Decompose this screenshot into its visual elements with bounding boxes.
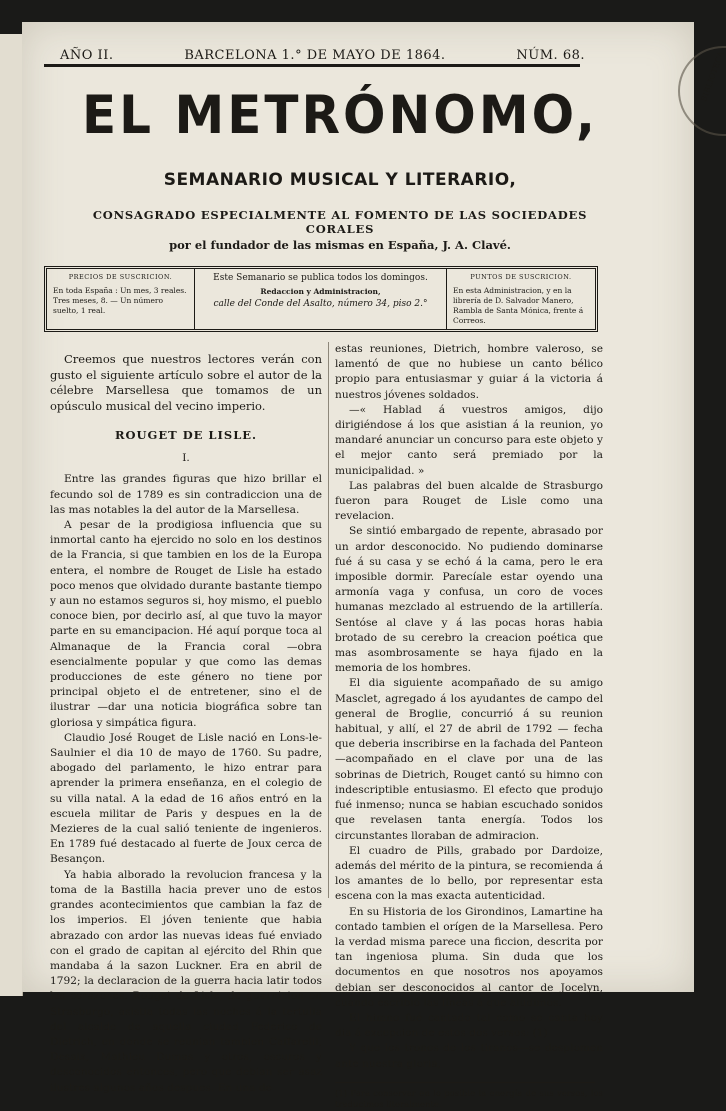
issue-header — [60, 48, 585, 63]
column-divider — [328, 342, 329, 898]
intro-paragraph: Creemos que nuestros lectores verán con gusto el siguiente artículo sobre el autor de la célebre Marsellesa que tomamos de un opúsculo musical del vecino imperio. — [50, 352, 322, 413]
paragraph: Y que los tronos de los tiranos—se desplomen ante nuestra gloria, — [335, 1042, 603, 1070]
adjacent-page-edge — [0, 34, 23, 996]
header-rule — [44, 64, 580, 67]
issue-number: NÚM. 68. — [516, 48, 585, 63]
paragraph: estas reuniones, Dietrich, hombre valeroso, se lamentó de que no hubiese un canto bélico propio para entusiasmar y guiar á la victoria á nuestros jóvenes soldados. — [335, 343, 603, 401]
paragraph: El cuadro de Pills, grabado por Dardoize, además del mérito de la pintura, se recomienda á los amantes de lo bello, por representar esta escena con la mas exacta autenticidad. — [335, 844, 603, 903]
paragraph: A pesar de la prodigiosa influencia que su inmortal canto ha ejercido no solo en los destinos de la Francia, si que tambien en los de la Europa entera, el nombre de Rouget de Lisle ha estado poco menos que olvidado durante bastante tiempo y aun no estamos seguros si, hoy mismo, el pueblo conoce bien, por decirlo así, al que tuvo la mayor parte en su emancipacion. Hé aquí porque toca al Almanaque de la Francia coral —obra esencialmente popular y que como las demas producciones de este género no tiene por principal objeto el de entretener, sino el de ilustrar —dar una noticia biográfica sobre tan gloriosa y simpática figura. — [50, 519, 322, 729]
admin-heading: Redaccion y Administracion, — [260, 287, 381, 296]
paragraph: Ya habia alborado la revolucion francesa y la toma de la Bastilla hacia prever uno de estos grandes acontecimientos que cambian la faz de los imperios. El jóven teniente que habia abrazado con ardor las nuevas ideas fué enviado con el grado de capitan al ejército del Rhin que mandaba á la sazon Luckner. Era en abril de 1792; la declaracion de la guerra hacia latir todos los corazones. Rouget de Lisle, de guarnicion en Strasburgo, asistia todas las noches á la tertulia del alcalde de aquella ciudad Federico de Dietrich, en donde se reunian tambien Caffarelli, Desaix, Mathieu Dumas y otros, oscuros y desconocidos entonces, pero que debian ser asaz ilustres algunos años despues. En una de — [50, 868, 322, 1094]
subscription-box — [44, 266, 598, 332]
points-cell — [447, 269, 595, 329]
paragraph: Entre las grandes figuras que hizo brillar el fecundo sol de 1789 es sin contradiccion una de las mas notables la del autor de la Marsellesa. — [50, 473, 322, 516]
issue-year: AÑO II. — [60, 48, 114, 63]
left-column — [50, 352, 322, 1096]
masthead-dedication: CONSAGRADO ESPECIALMENTE AL FOMENTO DE LAS SOCIEDADES CORALES — [92, 208, 588, 236]
paragraph: El dia siguiente acompañado de su amigo Masclet, agregado á los ayudantes de campo del general de Broglie, concurrió á su reunion habitual, y allí, el 27 de abril de 1792 — fecha que deberia inscribirse en la fachada del Panteon—acompañado en el clave por una de las sobrinas de Dietrich, Rouget cantó su himno con indescriptible entusiasmo. El efecto que produjo fué inmenso; nunca se habian escuchado sonidos que revelasen tanta energía. Todos los circunstantes lloraban de admiracion. — [335, 677, 603, 842]
paragraph: Se sintió embargado de repente, abrasado por un ardor desconocido. No pudiendo dominarse fué á su casa y se echó á la cama, pero le era imposible dormir. Parecíale estar oyendo una armonía vaga y confusa, un coro de voces humanas mezclado al estruendo de la artillería. Sentóse al clave y á las pocas horas habia brotado de su cerebro la creacion poética que mas asombrosamente se haya fijado en la memoria de los hombres. — [335, 525, 603, 675]
paragraph: El himno fué cantado tal como se canta hoy dia á excepcion de estos dos versos: (1) — [335, 1011, 603, 1040]
paragraph: Las palabras del buen alcalde de Strasburgo fueron para Rouget de Lisle como una revelacion. — [335, 479, 603, 523]
section-number: I. — [182, 452, 190, 465]
prices-heading: PRECIOS DE SUSCRICION. — [68, 273, 173, 281]
footnote-rule — [335, 1082, 595, 1083]
article-title: ROUGET DE LISLE. — [114, 428, 258, 442]
masthead-founder: por el fundador de las mismas en España, J. A. Clavé. — [169, 238, 511, 252]
masthead-title: EL METRÓNOMO, — [82, 84, 598, 146]
points-text: En esta Administracion, y en la librería de D. Salvador Manero, Rambla de Santa Mónica, frente á Correos. — [453, 286, 584, 325]
masthead-subtitle: SEMANARIO MUSICAL Y LITERARIO, — [163, 170, 517, 190]
publication-note: Este Semanario se publica todos los domingos. — [213, 273, 428, 283]
right-column — [335, 342, 603, 1111]
publication-cell — [195, 269, 447, 329]
library-stamp: BIBLIOTECA — [678, 46, 726, 136]
paragraph: En su Historia de los Girondinos, Lamartine ha contado tambien el orígen de la Marsellesa. Pero la verdad misma parece una ficcion, descrita por tan ingeniosa pluma. Sin duda que los documentos en que nosotros nos apoyamos debian ser desconocidos al cantor de Jocelyn, cuando escribió las líneas á que aludimos. — [335, 905, 603, 1009]
prices-text: En toda España : Un mes, 3 reales. Tres meses, 8. — Un número suelto, 1 real. — [53, 286, 187, 315]
prices-cell — [47, 269, 195, 329]
footnote: (1) Para conservar en lo posible la energía de sus versos, los traducimos literalmente. — [335, 1088, 603, 1110]
issue-date: BARCELONA 1.° DE MAYO DE 1864. — [184, 48, 446, 63]
points-heading: PUNTOS DE SUSCRICION. — [470, 273, 572, 281]
paragraph: —« Hablad á vuestros amigos, dijo dirigiéndose á los que asistian á la reunion, yo mandaré anunciar un concurso para este objeto y el mejor canto será premiado por la municipalidad. » — [335, 403, 603, 477]
admin-address: calle del Conde del Asalto, número 34, piso 2.° — [213, 299, 428, 309]
paragraph: Claudio José Rouget de Lisle nació en Lons-le-Saulnier el dia 10 de mayo de 1760. Su padre, abogado del parlamento, le hizo entrar para aprender la primera enseñanza, en el colegio de su villa natal. A la edad de 16 años entró en la escuela militar de Paris y despues en la de Mezieres de la cual salió teniente de ingenieros. En 1789 fué destacado al fuerte de Joux cerca de Besançon. — [50, 731, 322, 866]
